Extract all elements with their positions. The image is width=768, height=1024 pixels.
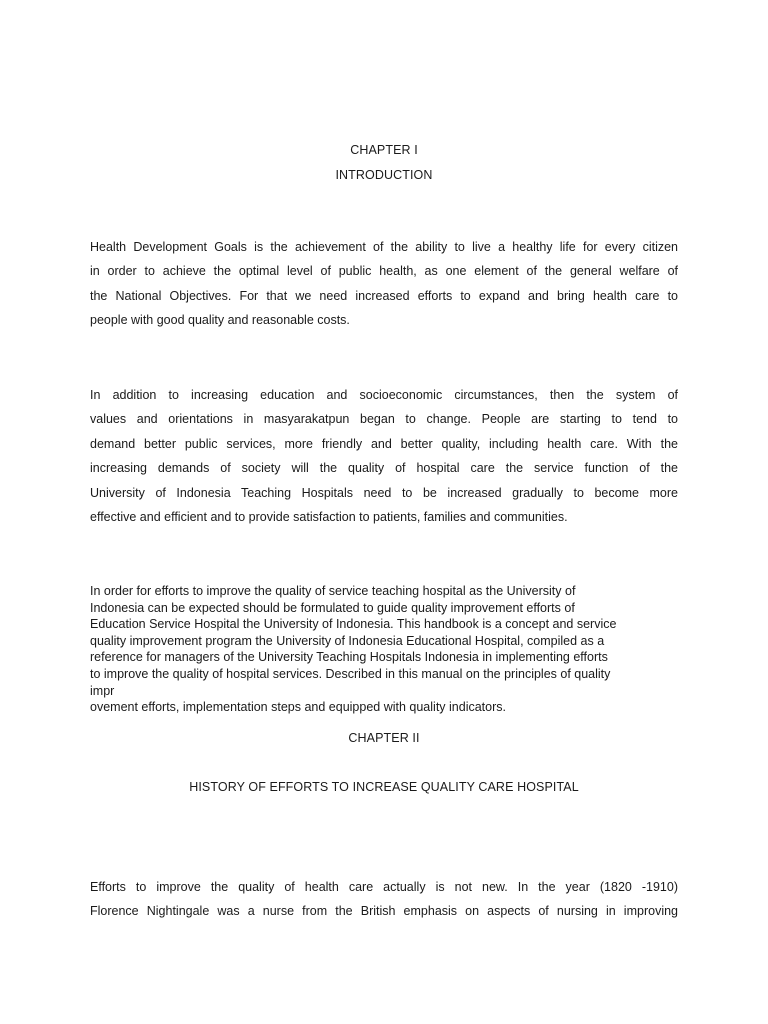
text-line: impr [90,683,115,698]
text-line: In addition to increasing education and socioeconomic circumstances, then the system of [90,388,678,402]
chapter-2-title: HISTORY OF EFFORTS TO INCREASE QUALITY CARE HOSPITAL [189,780,579,794]
paragraph-education-socioeconomic [90,383,678,529]
text-line: effective and efficient and to provide satisfaction to patients, families and communities. [90,510,568,525]
chapter-1-number: CHAPTER I [350,143,418,157]
paragraph-efforts-history [90,875,678,924]
paragraph-health-development-goals [90,235,678,333]
text-line: Education Service Hospital the University of Indonesia. This handbook is a concept and service [90,617,617,632]
text-line: to improve the quality of hospital services. Described in this manual on the principles of quality [90,666,611,681]
text-line: increasing demands of society will the quality of hospital care the service function of the [90,461,678,476]
text-line: Health Development Goals is the achievement of the ability to live a healthy life for every citizen [90,240,678,254]
text-line: Efforts to improve the quality of health care actually is not new. In the year (1820 -1910) [90,880,678,894]
text-line: people with good quality and reasonable costs. [90,313,350,328]
text-line: quality improvement program the University of Indonesia Educational Hospital, compiled as a [90,633,605,648]
text-line: ovement efforts, implementation steps and equipped with quality indicators. [90,700,506,715]
text-line: in order to achieve the optimal level of public health, as one element of the general welfare of [90,264,678,279]
text-line: Florence Nightingale was a nurse from the British emphasis on aspects of nursing in improving [90,904,678,919]
chapter-1-title: INTRODUCTION [335,168,433,182]
text-line: In order for efforts to improve the quality of service teaching hospital as the University of [90,584,576,598]
text-line: values and orientations in masyarakatpun began to change. People are starting to tend to [90,412,678,427]
text-line: Indonesia can be expected should be formulated to guide quality improvement efforts of [90,600,575,615]
chapter-2-number: CHAPTER II [348,731,420,745]
text-line: demand better public services, more friendly and better quality, including health care. With the [90,436,678,451]
text-line: reference for managers of the University Teaching Hospitals Indonesia in implementing efforts [90,650,608,665]
text-line: the National Objectives. For that we need increased efforts to expand and bring health care to [90,288,678,303]
paragraph-quality-handbook [90,583,690,716]
text-line: University of Indonesia Teaching Hospitals need to be increased gradually to become more [90,485,678,500]
